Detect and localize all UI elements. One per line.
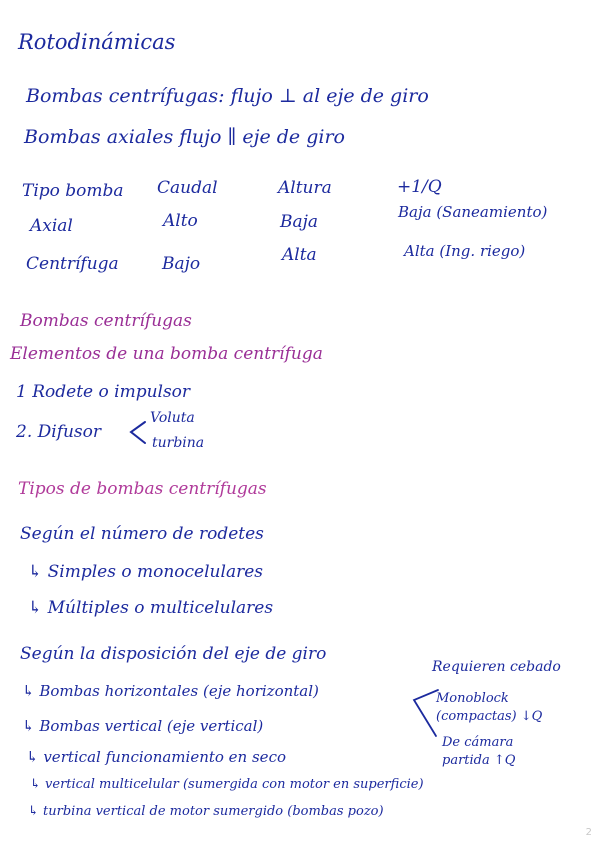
difusor-option-voluta: Voluta — [150, 410, 195, 426]
page-number: 2 — [585, 827, 592, 838]
table-header-tipo: Tipo bomba — [22, 181, 124, 201]
table-cell-centrifuga-caudal: Bajo — [162, 254, 201, 274]
axiales-definition: Bombas axiales flujo ∥ eje de giro — [24, 126, 345, 148]
table-cell-axial-altura: Baja — [280, 212, 319, 232]
difusor-bracket — [131, 422, 145, 443]
criterion-eje-item-pozo: ↳ turbina vertical de motor sumergido (bombas pozo) — [28, 804, 384, 819]
criterion-eje: Según la disposición del eje de giro — [20, 644, 327, 664]
table-cell-axial: Axial — [30, 216, 73, 236]
section-subtitle-elementos: Elementos de una bomba centrífuga — [10, 344, 323, 364]
note-monoblock: Monoblock (compactas) ↓Q — [436, 691, 543, 724]
note-camara-partida: De cámara partida ↑Q — [442, 735, 516, 768]
note-requieren-cebado: Requieren cebado — [432, 659, 561, 675]
element-rodete: 1 Rodete o impulsor — [16, 382, 191, 402]
section-title-tipos: Tipos de bombas centrífugas — [18, 479, 267, 499]
centrifugas-definition: Bombas centrífugas: flujo ⊥ al eje de giro — [26, 85, 429, 107]
criterion-rodetes-item-multiples: ↳ Múltiples o multicelulares — [28, 598, 274, 618]
criterion-rodetes-item-simples: ↳ Simples o monocelulares — [28, 562, 263, 582]
table-cell-axial-q: Baja (Saneamiento) — [398, 203, 548, 221]
difusor-option-turbina: turbina — [152, 435, 205, 451]
table-cell-centrifuga: Centrífuga — [26, 254, 119, 274]
table-header-caudal: Caudal — [157, 178, 218, 198]
criterion-eje-item-multicelular: ↳ vertical multicelular (sumergida con motor en superficie) — [30, 777, 424, 792]
table-header-q: +1/Q — [397, 177, 442, 197]
criterion-eje-item-horizontal: ↳ Bombas horizontales (eje horizontal) — [22, 682, 319, 700]
table-cell-centrifuga-altura: Alta — [282, 245, 317, 265]
note-bracket — [414, 690, 438, 736]
page-heading: Rotodinámicas — [18, 30, 176, 54]
criterion-eje-item-seco: ↳ vertical funcionamiento en seco — [26, 748, 286, 766]
table-header-altura: Altura — [278, 178, 332, 198]
section-title-bombas-centrifugas: Bombas centrífugas — [20, 311, 192, 331]
table-cell-axial-caudal: Alto — [163, 211, 198, 231]
table-cell-centrifuga-q: Alta (Ing. riego) — [404, 242, 526, 260]
element-difusor: 2. Difusor — [16, 422, 102, 442]
criterion-eje-item-vertical: ↳ Bombas vertical (eje vertical) — [22, 717, 264, 735]
criterion-rodetes: Según el número de rodetes — [20, 524, 264, 544]
